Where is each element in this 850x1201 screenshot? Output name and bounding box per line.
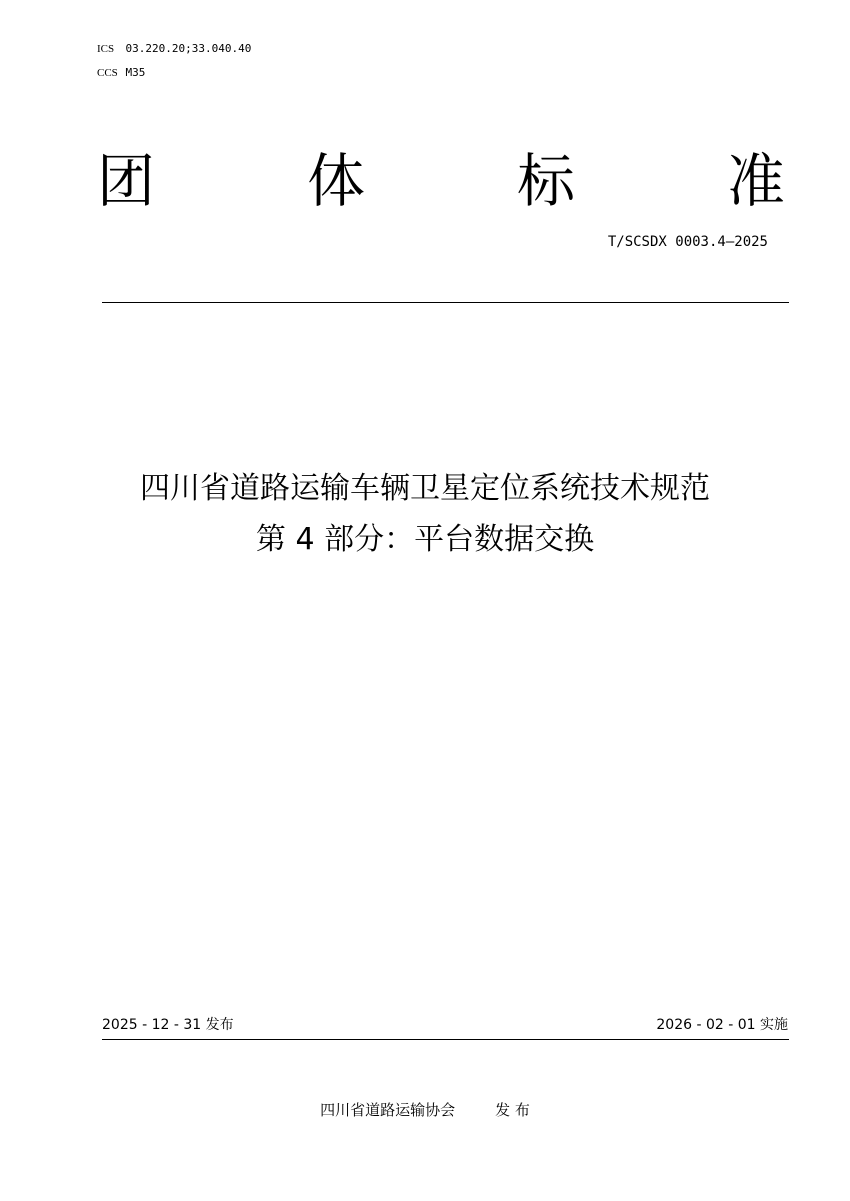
publisher-action: 发 布: [495, 1101, 530, 1119]
ics-code: 03.220.20;33.040.40: [125, 42, 252, 55]
ics-classification: [97, 42, 251, 56]
publisher-name: 四川省道路运输协会: [320, 1101, 456, 1119]
footer-divider: [102, 1039, 789, 1040]
standard-type-char: 体: [306, 147, 365, 215]
document-subtitle: 第 4 部分：平台数据交换: [255, 522, 595, 557]
ccs-classification: [97, 66, 145, 80]
ics-label: ICS: [97, 43, 115, 55]
standard-type-heading: [97, 146, 785, 216]
standard-code: T/SCSDX 0003.4—2025: [607, 234, 768, 250]
implement-date: 2026 - 02 - 01 实施: [656, 1017, 788, 1033]
standard-type-char: 团: [97, 147, 156, 215]
ccs-label: CCS: [97, 67, 118, 79]
document-title: 四川省道路运输车辆卫星定位系统技术规范: [140, 471, 710, 506]
standard-type-char: 准: [726, 147, 785, 215]
standard-type-char: 标: [516, 147, 575, 215]
publisher-line: [0, 1100, 850, 1120]
publish-date: 2025 - 12 - 31 发布: [102, 1017, 234, 1033]
ccs-code: M35: [125, 66, 146, 79]
header-divider: [102, 302, 789, 303]
